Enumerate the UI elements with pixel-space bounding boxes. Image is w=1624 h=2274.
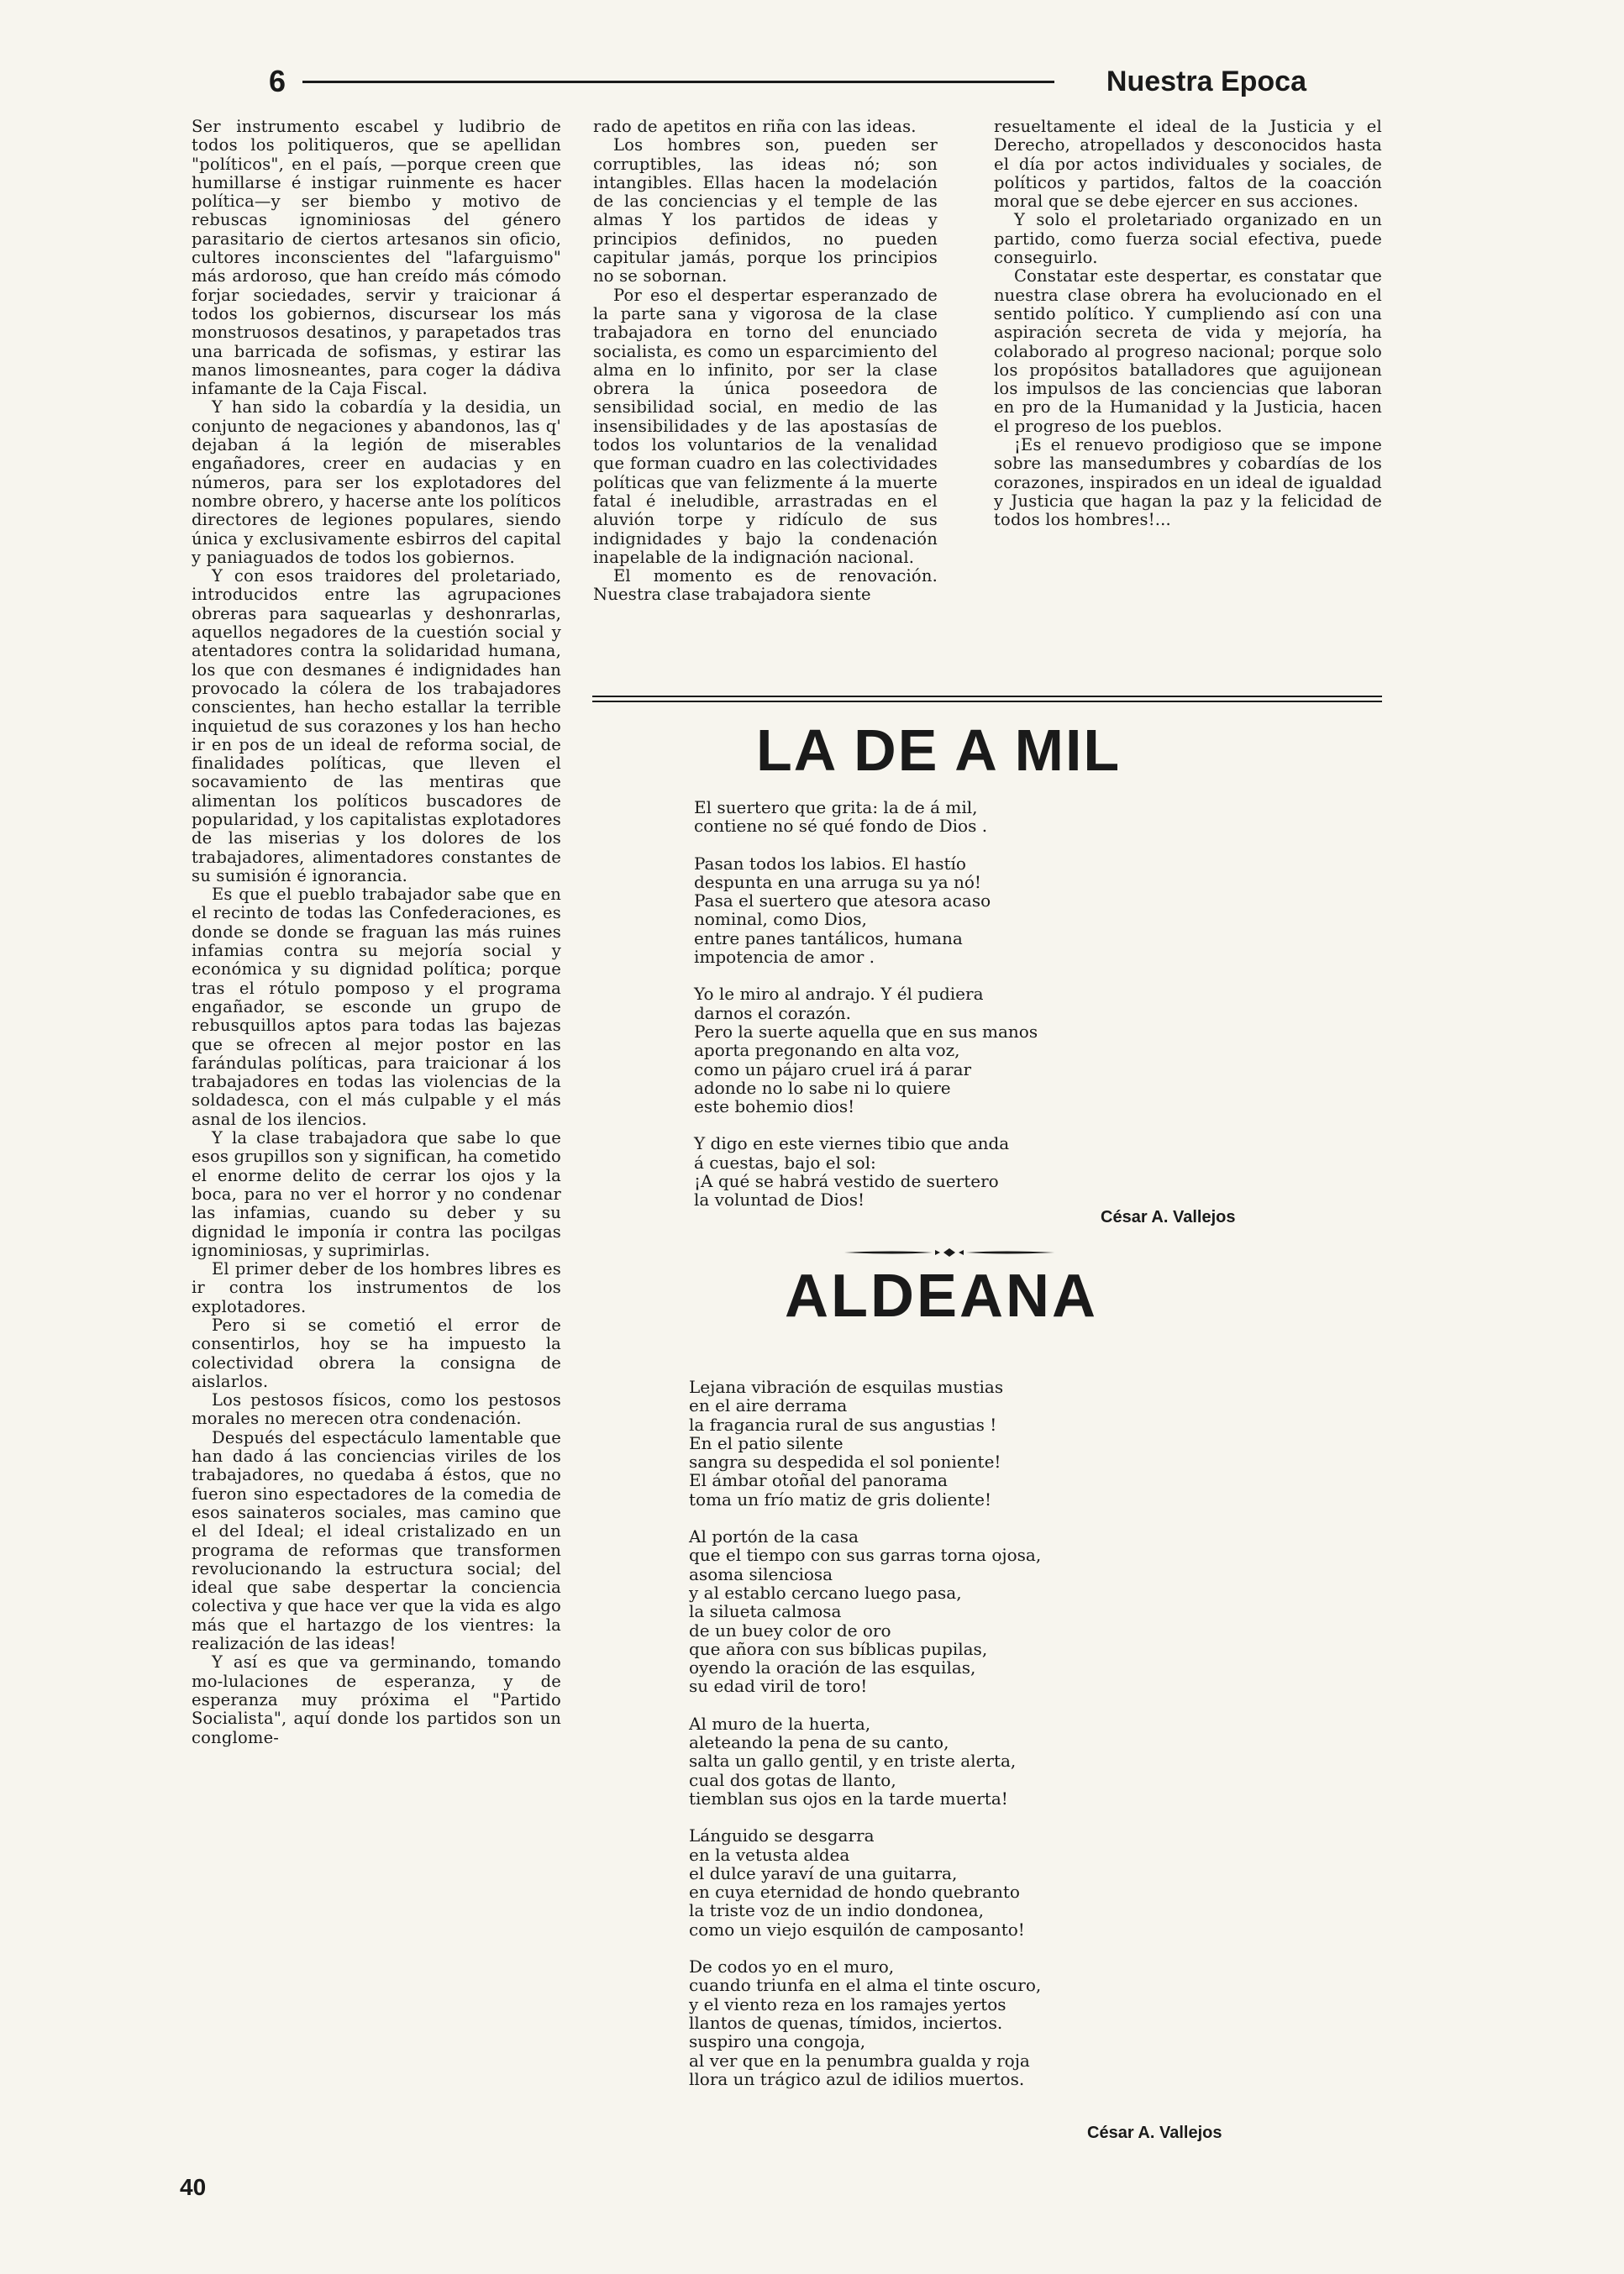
verse-line: cual dos gotas de llanto, [689,1769,896,1790]
verse-line: como un pájaro cruel irá á parar [694,1058,972,1079]
verse-line: Y digo en este viernes tibio que anda [694,1133,1010,1154]
verse-line: El ámbar otoñal del panorama [689,1470,948,1491]
poem-title-la-de-a-mil: LA DE A MIL [756,717,1122,783]
paragraph: Y la clase trabajadora que sabe lo que esos grupillos son y significan, ha cometido el enorme delito de cerrar los ojos y la boca, para no ver el horror y no condenar las infamias, cuando su deber y su dignidad le imponía ir contra las pocilgas ignominiosas, y suprimirlas. [192,1128,561,1260]
paragraph: Y así es que va germinando, tomando mo-lulaciones de esperanza, y de esperanza muy próxima el "Partido Socialista", aquí donde los partidos son un conglome- [192,1652,561,1747]
paragraph: El primer deber de los hombres libres es ir contra los instrumentos de los explotadores. [192,1259,561,1316]
verse-line: contiene no sé qué fondo de Dios . [694,816,988,837]
stanza [689,1826,1176,1939]
verse-line: asoma silenciosa [689,1563,833,1584]
verse-line: aporta pregonando en alta voz, [694,1040,960,1061]
verse-line: Pero la suerte aquella que en sus manos [694,1021,1038,1042]
verse-line: en el aire derrama [689,1395,848,1416]
verse-line: De codos yo en el muro, [689,1956,895,1977]
verse-line: salta un gallo gentil, y en triste alerta, [689,1751,1017,1772]
poem-author: César A. Vallejos [1087,2124,1222,2142]
verse-line: adonde no lo sabe ni lo quiere [694,1077,951,1098]
verse-line: sangra su despedida el sol poniente! [689,1452,1001,1473]
paragraph: Y solo el proletariado organizado en un partido, como fuerza social efectiva, puede conseguirlo. [994,210,1382,268]
verse-line: Al muro de la huerta, [689,1713,871,1734]
verse-line: y el viento reza en los ramajes yertos [689,1993,1006,2014]
verse-line: que el tiempo con sus garras torna ojosa, [689,1545,1042,1566]
stanza [694,985,1164,1116]
stanza [689,1715,1176,1808]
paragraph: Por eso el despertar esperanzado de la parte sana y vigorosa de la clase trabajadora en torno del enunciado socialista, es como un esparcimiento del alma en lo infinito, por ser la clase obrera la única poseedora de sensibilidad social, en medio de las insensibilidades y de las apostasías de todos los voluntarios de la venalidad que forman cuadro en las colectividades políticas que van felizmente á la muerte fatal é ineludible, arrastradas en el aluvión torpe y ridículo de sus indignidades y bajo la condenación inapelable de la indignación nacional. [593,285,938,567]
paragraph: Es que el pueblo trabajador sabe que en el recinto de todas las Confederaciones, es donde se donde se fraguan las más ruines infamias contra su mejoría social y económica y su dignidad política; porque tras el rótulo pomposo y el programa engañador, se esconde un grupo de rebusquillos aptos para todas las bajezas que se ofrecen al mejor postor en las farándulas políticas, para traicionar á los trabajadores en todas las violencias de la soldadesca, con el más culpable y el más asnal de los ilencios. [192,885,561,1129]
page-number: 6 [269,64,286,98]
poem-aldeana [689,1378,1176,2107]
paragraph: Ser instrumento escabel y ludibrio de todos los politiqueros, que se apellidan "políticos", en el país, —porque creen que humillarse é instigar ruinmente es hacer política—y ser biembo y motivo de rebuscas ignominiosas del género parasitario de ciertos artesanos sin oficio, cultores inconscientes del "lafarguismo" más ardoroso, que han creído más cómodo forjar sociedades, servir y traicionar á todos los gobiernos, discursear los más monstruosos desatinos, y parapetados tras una barricada de sofismas, y estirar las manos limosneantes, para coger la dádiva infamante de la Caja Fiscal. [192,117,561,399]
verse-line: de un buey color de oro [689,1620,891,1641]
article-column-2 [593,118,938,605]
verse-line: Pasan todos los labios. El hastío [694,853,966,874]
article-column-1 [192,118,561,1747]
paragraph: Constatar este despertar, es constatar que nuestra clase obrera ha evolucionado en el sentido político. Y cumpliendo así con una aspiración secreta de vida y mejoría, ha colaborado al progreso nacional; porque solo los propósitos batalladores que aguijonean los impulsos de las conciencias que laboran en pro de la Humanidad y la Justicia, hacen el progreso de los pueblos. [994,266,1382,436]
verse-line: en cuya eternidad de hondo quebranto [689,1882,1020,1903]
verse-line: ¡A qué se habrá vestido de suertero [694,1171,999,1192]
verse-line: la fragancia rural de sus angustias ! [689,1414,997,1435]
magazine-name: Nuestra Epoca [1106,66,1306,97]
verse-line: toma un frío matiz de gris doliente! [689,1489,992,1510]
verse-line: nominal, como Dios, [694,909,867,930]
verse-line: Al portón de la casa [689,1526,859,1547]
paragraph: Y han sido la cobardía y la desidia, un conjunto de negaciones y abandonos, las q' dejaban á la legión de miserables engañadores, creer en audacias y en números, para ser los explotadores del nombre obrero, y hacerse ante los políticos directores de legiones populares, siendo única y exclusivamente esbirros del capital y paniaguados de todos los gobiernos. [192,397,561,567]
stanza [689,1527,1176,1696]
verse-line: el dulce yaraví de una guitarra, [689,1862,958,1883]
article-column-3 [994,118,1382,530]
verse-line: en la vetusta aldea [689,1844,850,1865]
poem-author: César A. Vallejos [1101,1208,1236,1226]
paragraph: rado de apetitos en riña con las ideas. [593,117,917,136]
stanza [689,1378,1176,1509]
verse-line: En el patio silente [689,1432,844,1453]
paragraph: Los pestosos físicos, como los pestosos morales no merecen otra condenación. [192,1390,561,1429]
verse-line: Yo le miro al andrajo. Y él pudiera [694,984,984,1005]
verse-line: Pasa el suertero que atesora acaso [694,890,991,911]
paragraph: Después del espectáculo lamentable que han dado á las conciencias viriles de los trabajadores, no quedaba á éstos, que no fueron sino espectadores de la comedia de esos sainateros sociales, mas camino que el del Ideal; el ideal cristalizado en un programa de reformas que transformen revolucionando la estructura social; del ideal que sabe despertar la conciencia colectiva y que hace ver que la vida es algo más que el hartazgo de los vientres: la realización de las ideas! [192,1427,561,1654]
folio-number: 40 [180,2174,207,2200]
verse-line: cuando triunfa en el alma el tinte oscuro, [689,1975,1042,1996]
verse-line: darnos el corazón. [694,1002,851,1023]
ornament-divider-icon [844,1247,1054,1258]
verse-line: entre panes tantálicos, humana [694,927,963,948]
verse-line: El suertero que grita: la de á mil, [694,797,978,817]
paragraph: ¡Es el renuevo prodigioso que se impone sobre las mansedumbres y cobardías de los corazones, inspirados en un ideal de igualdad y Justicia que hagan la paz y la felicidad de todos los hombres!... [994,435,1382,530]
poem-title-aldeana: ALDEANA [785,1263,1098,1330]
poem-la-de-a-mil [694,798,1164,1228]
verse-line: la silueta calmosa [689,1601,842,1622]
paragraph: Y con esos traidores del proletariado, introducidos entre las agrupaciones obreras para saquearlas y deshonrarlas, aquellos negadores de la cuestión social y atentadores contra la solidaridad humana, los que con desmanes é indignidades han provocado la cólera de los trabajadores conscientes, han hecho estallar la terrible inquietud de sus corazones y los han hecho ir en pos de un ideal de reforma social, de finalidades políticas, que lleven el socavamiento de las mentiras que alimentan los políticos buscadores de popularidad, y los capitalistas explotadores de las miserias y los dolores de los trabajadores, alimentadores constantes de su sumisión é ignorancia. [192,566,561,885]
verse-line: su edad viril de toro! [689,1676,868,1697]
verse-line: oyendo la oración de las esquilas, [689,1657,976,1678]
verse-line: á cuestas, bajo el sol: [694,1152,876,1173]
verse-line: llora un trágico azul de idilios muertos. [689,2068,1025,2089]
verse-line: este bohemio dios! [694,1096,855,1117]
paragraph: Pero si se cometió el error de consentirlos, hoy se ha impuesto la colectividad obrera la consigna de aislarlos. [192,1316,561,1391]
stanza [689,1957,1176,2088]
verse-line: Lejana vibración de esquilas mustias [689,1377,1004,1397]
verse-line: como un viejo esquilón de camposanto! [689,1919,1025,1940]
verse-line: suspiro una congoja, [689,2031,866,2052]
stanza [694,854,1164,967]
verse-line: tiemblan sus ojos en la tarde muerta! [689,1788,1008,1809]
verse-line: la triste voz de un indio dondonea, [689,1900,984,1921]
section-divider [592,696,1382,697]
verse-line: y al establo cercano luego pasa, [689,1582,962,1603]
stanza [694,1134,1164,1209]
paragraph: El momento es de renovación. Nuestra clase trabajadora siente [593,566,938,605]
verse-line: despunta en una arruga su ya nó! [694,871,981,892]
verse-line: impotencia de amor . [694,947,875,968]
stanza [694,798,1164,836]
verse-line: al ver que en la penumbra gualda y roja [689,2050,1030,2071]
verse-line: llantos de quenas, tímidos, inciertos. [689,2012,1003,2033]
verse-line: que añora con sus bíblicas pupilas, [689,1638,988,1659]
header-rule [302,81,1054,83]
verse-line: Lánguido se desgarra [689,1825,875,1846]
paragraph: Los hombres son, pueden ser corruptibles, las ideas nó; son intangibles. Ellas hacen la modelación de las conciencias y el temple de las almas Y los partidos de ideas y principios definidos, no pueden capitular jamás, porque los principios no se sobornan. [593,135,938,286]
verse-line: aleteando la pena de su canto, [689,1732,949,1753]
page-header [176,60,1306,111]
paragraph: resueltamente el ideal de la Justicia y el Derecho, atropellados y desconocidos hasta el día por actos individuales y sociales, de políticos y partidos, faltos de la coacción moral que se debe ejercer en sus acciones. [994,117,1382,212]
verse-line: la voluntad de Dios! [694,1190,865,1211]
section-divider [592,701,1382,702]
